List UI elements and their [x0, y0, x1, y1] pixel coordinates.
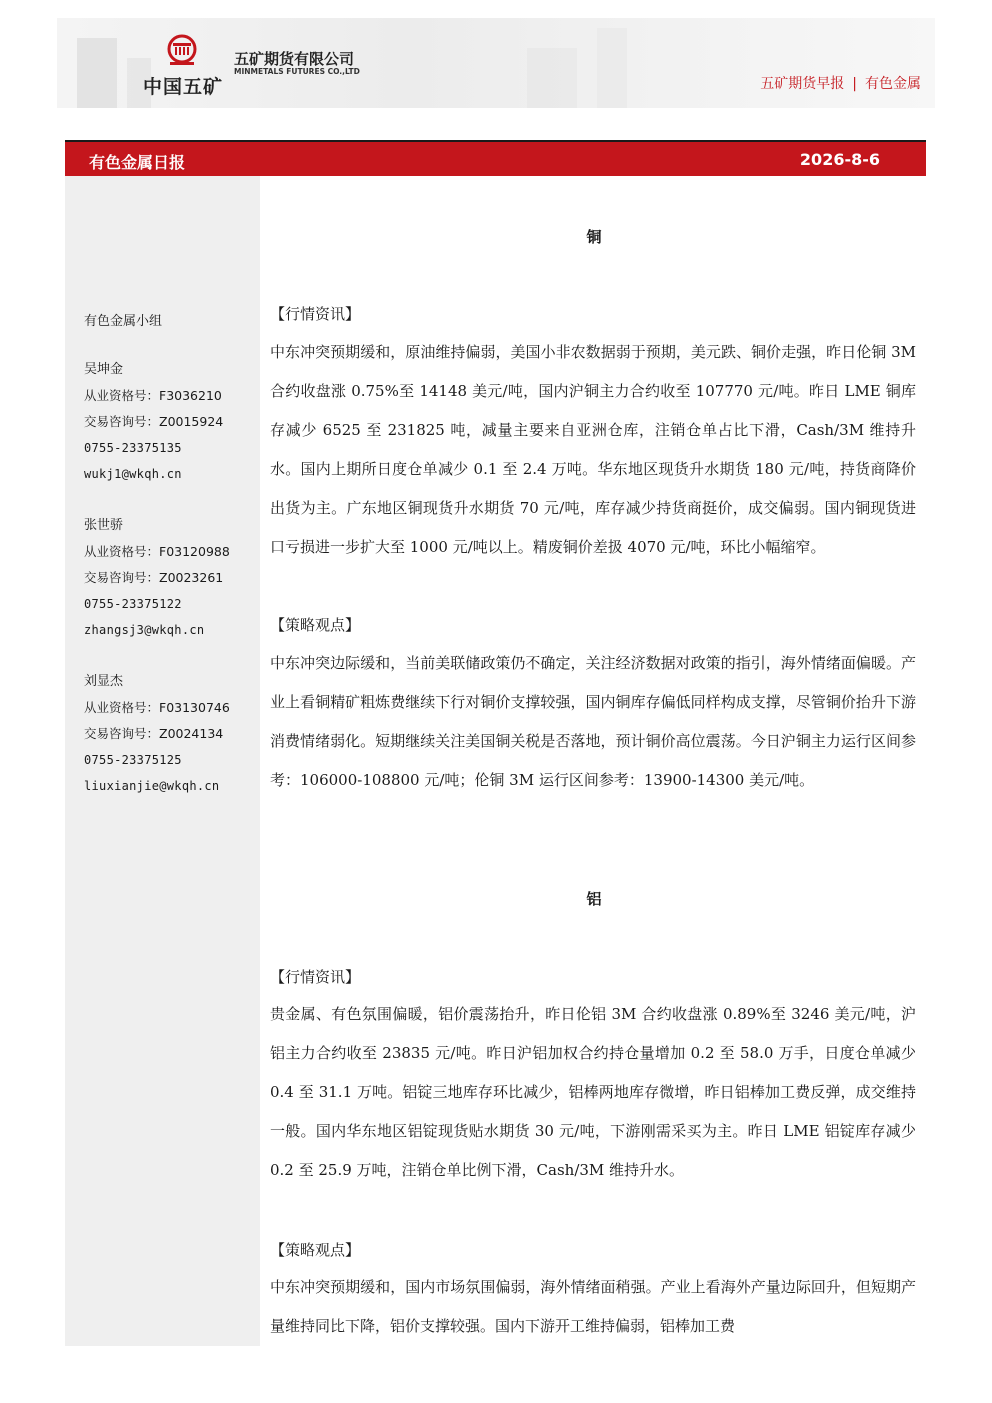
logo-text: 中国五矿: [143, 76, 224, 98]
analyst-qualification: 从业资格号：F3036210: [84, 388, 222, 403]
company-name-en: MINMETALS FUTURES CO.,LTD: [234, 67, 360, 76]
copper-market-news: 中东冲突预期缓和，原油维持偏弱，美国小非农数据弱于预期，美元跌、铜价走强，昨日伦铜 3M 合约收盘涨 0.75%至 14148 美元/吨，国内沪铜主力合约收至 107770 元/吨。昨日 LME 铜库存减少 6525 至 231825 吨，减量主要来自亚洲仓库，注销仓单占比下滑，Cash/3M 维持升水。国内上期所日度仓单减少 0.1 至 2.4 万吨。华东地区现货升水期货 180 元/吨，持货商降价出货为主。广东地区铜现货升水期货 70 元/吨，库存减少持货商挺价，成交偏弱。国内铜现货进口亏损进一步扩大至 1000 元/吨以上。精废铜价差扱 4070 元/吨，环比小幅缩窄。: [270, 343, 916, 556]
analyst-name: 吴坤金: [84, 362, 124, 377]
analyst-qualification: 从业资格号：F03120988: [84, 544, 230, 559]
header-background-building: [77, 38, 117, 108]
section-title-aluminium: 铝: [586, 890, 602, 908]
strategy-view-label: 【策略观点】: [270, 1241, 361, 1259]
aluminium-market-news: 贵金属、有色氛围偏暖，铝价震荡抬升，昨日伦铝 3M 合约收盘涨 0.89%至 3246 美元/吨，沪铝主力合约收至 23835 元/吨。昨日沪铝加权合约持仓量增加 0.2 至 58.0 万手，日度仓单减少 0.4 至 31.1 万吨。铝锭三地库存环比减少，铝棒两地库存微增，昨日铝棒加工费反弹，成交维持一般。国内华东地区铝锭现货贴水期货 30 元/吨，下游刚需采买为主。昨日 LME 铝锭库存减少 0.2 至 25.9 万吨，注销仓单比例下滑，Cash/3M 维持升水。: [270, 1005, 916, 1179]
analyst-email: liuxianjie@wkqh.cn: [84, 779, 220, 793]
analyst-card: [84, 669, 254, 799]
analyst-name: 张世骄: [84, 518, 124, 533]
minmetals-logo-icon: [164, 34, 200, 68]
market-news-label: 【行情资讯】: [270, 968, 361, 986]
analyst-phone: 0755-23375125: [84, 753, 182, 767]
report-date: 2026-8-6: [799, 150, 880, 169]
team-name: 有色金属小组: [84, 314, 163, 329]
page-header: [57, 18, 935, 108]
report-category: 有色金属: [865, 76, 921, 92]
analyst-consult-number: 交易咨询号：Z0023261: [84, 570, 224, 585]
header-separator: |: [852, 76, 857, 92]
copper-strategy-view: 中东冲突边际缓和，当前美联储政策仍不确定，关注经济数据对政策的指引，海外情绪面偏暖。产业上看铜精矿粗炼费继续下行对铜价支撑较强，国内铜库存偏低同样构成支撑，尽管铜价抬升下游消费情绪弱化。短期继续关注美国铜关税是否落地，预计铜价高位震荡。今日沪铜主力运行区间参考：106000-108800 元/吨；伦铜 3M 运行区间参考：13900-14300 美元/吨。: [270, 654, 916, 789]
report-title: 有色金属日报: [89, 153, 186, 172]
analyst-phone: 0755-23375122: [84, 597, 182, 611]
analyst-email: zhangsj3@wkqh.cn: [84, 623, 205, 637]
analyst-qualification: 从业资格号：F03130746: [84, 700, 230, 715]
market-news-label: 【行情资讯】: [270, 305, 361, 323]
header-background-building: [527, 48, 577, 108]
analyst-consult-number: 交易咨询号：Z0024134: [84, 726, 224, 741]
analyst-email: wukj1@wkqh.cn: [84, 467, 182, 481]
analyst-card: [84, 357, 254, 487]
section-title-copper: 铜: [586, 228, 602, 246]
analyst-consult-number: 交易咨询号：Z0015924: [84, 414, 224, 429]
header-report-label: [760, 73, 921, 93]
company-name-cn: 五矿期货有限公司: [234, 50, 355, 68]
strategy-view-label: 【策略观点】: [270, 616, 361, 634]
header-background-building: [597, 28, 627, 108]
analyst-sidebar: [65, 176, 260, 1346]
report-title-bar: [65, 140, 926, 176]
aluminium-strategy-view: 中东冲突预期缓和，国内市场氛围偏弱，海外情绪面稍强。产业上看海外产量边际回升，但短期产量维持同比下降，铝价支撑较强。国内下游开工维持偏弱，铝棒加工费: [270, 1278, 916, 1335]
report-type: 五矿期货早报: [760, 76, 845, 92]
analyst-card: [84, 513, 254, 643]
analyst-phone: 0755-23375135: [84, 441, 182, 455]
analyst-name: 刘显杰: [84, 674, 124, 689]
